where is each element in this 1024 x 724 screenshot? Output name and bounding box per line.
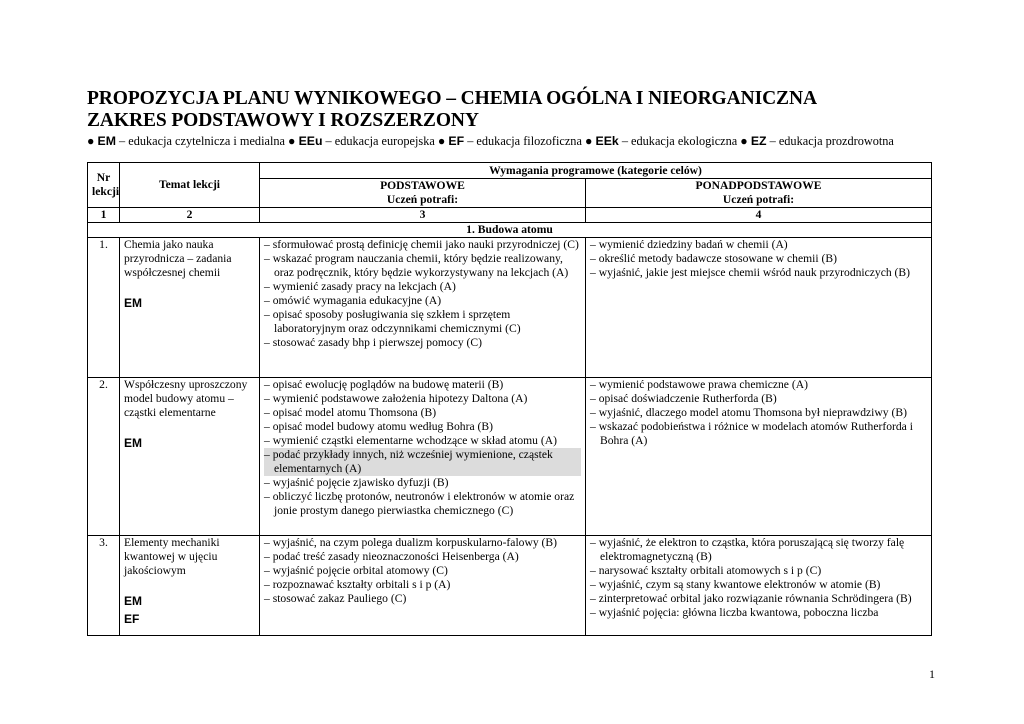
requirement-item: – wymienić zasady pracy na lekcjach (A)	[264, 280, 456, 293]
requirement-item: – wyjaśnić pojęcie orbital atomowy (C)	[264, 564, 448, 577]
requirement-item: – omówić wymagania edukacyjne (A)	[264, 294, 442, 307]
requirement-item: – rozpoznawać kształty orbitali s i p (A)	[264, 578, 451, 591]
legend-item: ● EF – edukacja filozoficzna	[437, 134, 585, 148]
requirement-item: – wskazać podobieństwa i różnice w modelach atomów Rutherforda i Bohra (A)	[590, 420, 913, 447]
column-number: 2	[120, 208, 260, 223]
header-advanced: PONADPODSTAWOWE Uczeń potrafi:	[586, 179, 932, 208]
legend-item: ● EEu – edukacja europejska	[288, 134, 438, 148]
requirement-item: – wyjaśnić, na czym polega dualizm korpuskularno-falowy (B)	[264, 536, 557, 549]
advanced-requirements	[586, 378, 932, 536]
education-code: EM	[124, 436, 142, 450]
plan-table	[87, 162, 932, 636]
legend-item: ● EZ – edukacja prozdrowotna	[740, 134, 894, 148]
requirement-item: – zinterpretować orbital jako rozwiązanie równania Schrödingera (B)	[590, 592, 912, 605]
page-number: 1	[929, 667, 935, 681]
requirement-item: – określić metody badawcze stosowane w chemii (B)	[590, 252, 837, 265]
basic-requirements	[260, 238, 586, 378]
requirement-item: – wskazać program nauczania chemii, który będzie realizowany, oraz podręcznik, który będzie wykorzystywany na lekcjach (A)	[264, 252, 569, 279]
advanced-requirements	[586, 536, 932, 636]
requirement-item: – opisać model budowy atomu według Bohra (B)	[264, 420, 493, 433]
table-row	[88, 536, 932, 636]
document-title: PROPOZYCJA PLANU WYNIKOWEGO – CHEMIA OGÓLNA I NIEORGANICZNA	[87, 88, 817, 109]
education-code: EM	[124, 594, 142, 608]
requirement-item: – wymienić podstawowe prawa chemiczne (A)	[590, 378, 808, 391]
requirement-item: – stosować zasady bhp i pierwszej pomocy (C)	[264, 336, 482, 349]
table-row	[88, 378, 932, 536]
header-requirements: Wymagania programowe (kategorie celów)	[260, 163, 932, 179]
header-basic: PODSTAWOWE Uczeń potrafi:	[260, 179, 586, 208]
requirement-item: – wymienić dziedziny badań w chemii (A)	[590, 238, 788, 251]
requirement-item-highlighted: – podać przykłady innych, niż wcześniej wymienione, cząstek elementarnych (A)	[264, 448, 581, 476]
education-code: EF	[124, 612, 140, 626]
legend	[87, 134, 894, 149]
requirement-item: – wyjaśnić, że elektron to cząstka, która poruszającą się tworzy falę elektromagnetyczną (B)	[590, 536, 905, 563]
requirement-item: – wyjaśnić pojęcie zjawisko dyfuzji (B)	[264, 476, 449, 489]
requirement-item: – podać treść zasady nieoznaczoności Heisenberga (A)	[264, 550, 519, 563]
requirement-item: – stosować zakaz Pauliego (C)	[264, 592, 407, 605]
column-number: 3	[260, 208, 586, 223]
table-row	[88, 238, 932, 378]
lesson-number: 3.	[88, 536, 120, 636]
requirement-item: – obliczyć liczbę protonów, neutronów i elektronów w atomie oraz jonie prostym danego pierwiastka chemicznego (C)	[264, 490, 575, 517]
requirement-item: – wyjaśnić pojęcia: główna liczba kwantowa, poboczna liczba	[590, 606, 879, 619]
advanced-requirements	[586, 238, 932, 378]
column-number: 4	[586, 208, 932, 223]
header-topic: Temat lekcji	[120, 163, 260, 208]
basic-requirements	[260, 378, 586, 536]
section-title: 1. Budowa atomu	[88, 223, 932, 238]
document-subtitle: ZAKRES PODSTAWOWY I ROZSZERZONY	[87, 110, 479, 131]
requirement-item: – opisać doświadczenie Rutherforda (B)	[590, 392, 777, 405]
lesson-number: 2.	[88, 378, 120, 536]
header-nr: Nr lekcji	[88, 163, 120, 208]
requirement-item: – opisać model atomu Thomsona (B)	[264, 406, 437, 419]
requirement-item: – opisać ewolucję poglądów na budowę materii (B)	[264, 378, 504, 391]
legend-item: ● EEk – edukacja ekologiczna	[584, 134, 741, 148]
lesson-topic: Elementy mechaniki kwantowej w ujęciu jakościowym EM EF	[120, 536, 260, 636]
lesson-number: 1.	[88, 238, 120, 378]
requirement-item: – opisać sposoby posługiwania się szkłem i sprzętem laboratoryjnym oraz odczynnikami chemicznymi (C)	[264, 308, 521, 335]
requirement-item: – sformułować prostą definicję chemii jako nauki przyrodniczej (C)	[264, 238, 579, 251]
requirement-item: – wyjaśnić, jakie jest miejsce chemii wśród nauk przyrodniczych (B)	[590, 266, 911, 279]
requirement-item: – wymienić cząstki elementarne wchodzące w skład atomu (A)	[264, 434, 557, 447]
requirement-item: – wymienić podstawowe założenia hipotezy Daltona (A)	[264, 392, 528, 405]
lesson-topic: Chemia jako nauka przyrodnicza – zadania współczesnej chemii EM	[120, 238, 260, 378]
requirement-item: – wyjaśnić, czym są stany kwantowe elektronów w atomie (B)	[590, 578, 881, 591]
basic-requirements	[260, 536, 586, 636]
lesson-topic: Współczesny uproszczony model budowy atomu – cząstki elementarne EM	[120, 378, 260, 536]
education-code: EM	[124, 296, 142, 310]
legend-item: ● EM – edukacja czytelnicza i medialna	[87, 134, 289, 148]
column-number: 1	[88, 208, 120, 223]
requirement-item: – wyjaśnić, dlaczego model atomu Thomsona był nieprawdziwy (B)	[590, 406, 907, 419]
requirement-item: – narysować kształty orbitali atomowych s i p (C)	[590, 564, 822, 577]
